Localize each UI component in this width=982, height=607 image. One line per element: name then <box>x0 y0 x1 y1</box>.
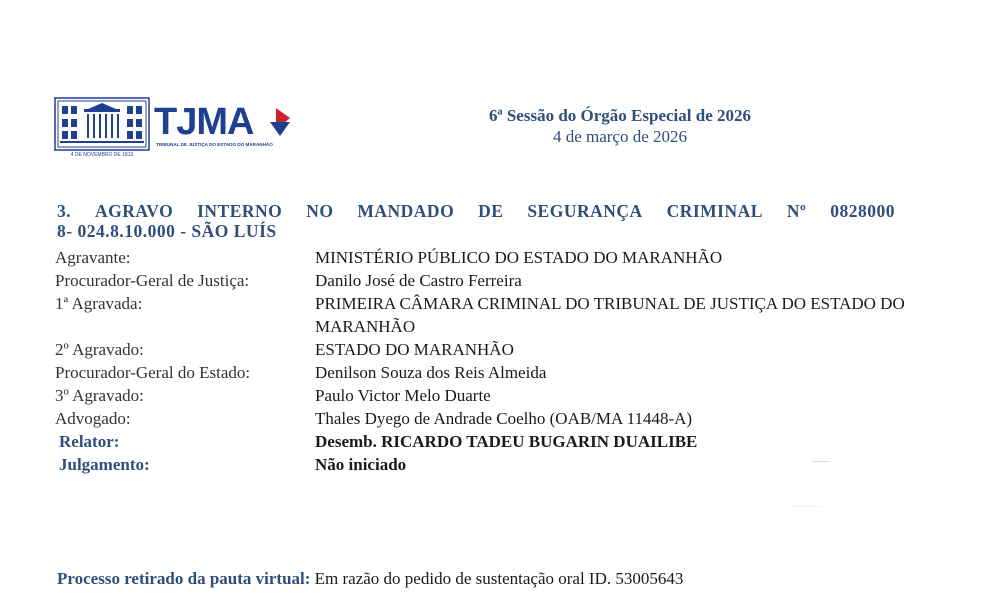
case-title-word: INTERNO <box>197 201 283 221</box>
session-header <box>440 105 800 147</box>
svg-text:TJMA: TJMA <box>154 101 254 143</box>
case-number: 0828000 <box>830 201 895 221</box>
removal-note-label: Processo retirado da pauta virtual: <box>57 569 311 588</box>
party-label: Agravante: <box>55 248 131 267</box>
party-value: Thales Dyego de Andrade Coelho (OAB/MA 11448-A) <box>315 409 693 428</box>
party-label: Procurador-Geral de Justiça: <box>55 271 250 290</box>
svg-text:4 DE NOVEMBRO DE 1813: 4 DE NOVEMBRO DE 1813 <box>70 152 134 158</box>
svg-text:TRIBUNAL DE JUSTIÇA DO ESTADO: TRIBUNAL DE JUSTIÇA DO ESTADO DO MARANHÃO <box>156 142 273 147</box>
party-row-primeira-agravada <box>55 292 935 338</box>
case-title <box>57 201 895 241</box>
party-label: Advogado: <box>55 409 131 428</box>
tjma-logo <box>54 96 294 158</box>
party-value: ESTADO DO MARANHÃO <box>315 340 514 359</box>
parties-list <box>55 246 935 476</box>
case-title-word: NO <box>306 201 334 221</box>
scan-mark <box>790 506 820 507</box>
party-label: 2º Agravado: <box>55 340 144 359</box>
party-label: Relator: <box>59 432 120 451</box>
party-value: Danilo José de Castro Ferreira <box>315 271 522 290</box>
party-row-terceiro-agravado <box>55 384 935 407</box>
case-title-word: 3. <box>57 201 72 221</box>
party-row-segundo-agravado <box>55 338 935 361</box>
case-title-word: Nº <box>786 201 807 221</box>
party-value: MINISTÉRIO PÚBLICO DO ESTADO DO MARANHÃO <box>315 248 723 267</box>
removal-note-text: Em razão do pedido de sustentação oral ID. 53005643 <box>314 569 684 588</box>
case-title-word: DE <box>478 201 504 221</box>
party-row-procurador-estado <box>55 361 935 384</box>
party-row-relator <box>55 430 935 453</box>
party-label: 1ª Agravada: <box>55 294 143 313</box>
party-value: Paulo Victor Melo Duarte <box>315 386 491 405</box>
party-label: 3º Agravado: <box>55 386 144 405</box>
party-label: Julgamento: <box>59 455 150 474</box>
session-date: 4 de março de 2026 <box>552 127 688 146</box>
case-title-word: CRIMINAL <box>666 201 763 221</box>
party-row-procurador-justica <box>55 269 935 292</box>
party-row-advogado <box>55 407 935 430</box>
party-label: Procurador-Geral do Estado: <box>55 363 251 382</box>
case-title-word: AGRAVO <box>95 201 174 221</box>
session-title: 6ª Sessão do Órgão Especial de 2026 <box>489 106 751 125</box>
party-row-agravante <box>55 246 935 269</box>
courthouse-icon <box>54 96 294 158</box>
case-title-line-1 <box>57 201 895 221</box>
party-value: Denilson Souza dos Reis Almeida <box>315 363 547 382</box>
case-title-word: SEGURANÇA <box>527 201 643 221</box>
party-row-julgamento <box>55 453 935 476</box>
status-value: Não iniciado <box>315 455 407 474</box>
case-title-line-2: 8- 024.8.10.000 - SÃO LUÍS <box>57 221 277 241</box>
party-value: PRIMEIRA CÂMARA CRIMINAL DO TRIBUNAL DE JUSTIÇA DO ESTADO DO MARANHÃO <box>315 294 905 336</box>
party-value: Desemb. RICARDO TADEU BUGARIN DUAILIBE <box>315 432 698 451</box>
removal-note <box>57 568 683 590</box>
case-title-word: MANDADO <box>357 201 455 221</box>
scan-mark <box>812 461 830 462</box>
